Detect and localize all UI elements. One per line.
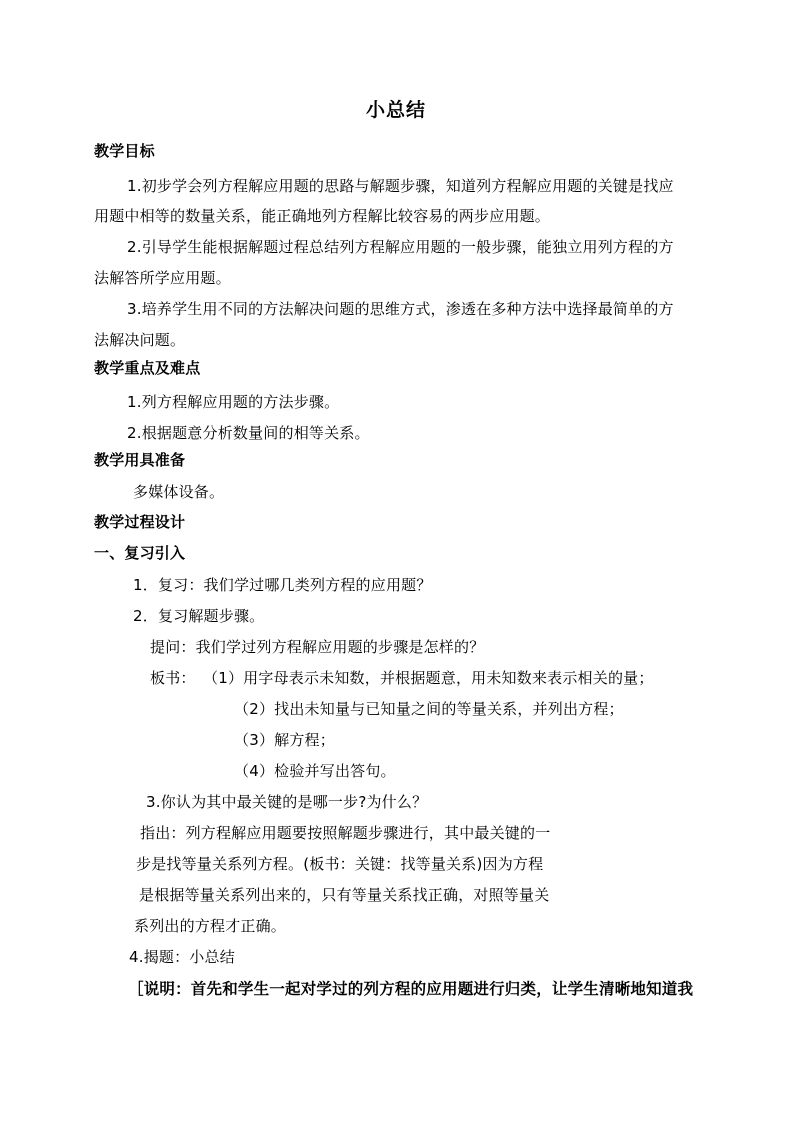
board-step-1: （1）用字母表示未知数，并根据题意，用未知数来表示相关的量；: [203, 669, 654, 687]
heading-key-points: 教学重点及难点: [94, 359, 201, 377]
tools-item: 多媒体设备。: [133, 483, 225, 501]
goal-3-line-2: 法解决问题。: [94, 331, 186, 349]
review-question: 提问：我们学过列方程解应用题的步骤是怎样的？: [150, 638, 485, 656]
review-item-2: 2．复习解题步骤。: [133, 607, 265, 625]
explanation-note: ［说明：首先和学生一起对学过的列方程的应用题进行归类，让学生清晰地知道我: [128, 980, 694, 998]
point-out-line-4: 系列出的方程才正确。: [134, 917, 287, 935]
heading-goals: 教学目标: [94, 142, 155, 160]
review-item-4: 4.揭题：小总结: [129, 948, 235, 966]
goal-2-line-2: 法解答所学应用题。: [94, 269, 231, 287]
point-out-line-3: 是根据等量关系列出来的，只有等量关系找正确，对照等量关: [139, 886, 550, 904]
board-step-3: （3）解方程；: [234, 731, 335, 749]
board-label: 板书：: [150, 669, 196, 687]
heading-tools: 教学用具准备: [94, 451, 186, 469]
review-item-3: 3.你认为其中最关键的是哪一步?为什么？: [146, 793, 428, 811]
point-out-line-2: 步是找等量关系列方程。(板书：关键：找等量关系)因为方程: [136, 855, 544, 873]
review-item-1: 1．复习：我们学过哪几类列方程的应用题？: [133, 576, 432, 594]
heading-process: 教学过程设计: [94, 513, 186, 531]
goal-3-line-1: 3.培养学生用不同的方法解决问题的思维方式，渗透在多种方法中选择最简单的方: [127, 300, 674, 318]
board-step-4: （4）检验并写出答句。: [234, 762, 396, 780]
goal-1-line-2: 用题中相等的数量关系，能正确地列方程解比较容易的两步应用题。: [94, 207, 551, 225]
key-point-2: 2.根据题意分析数量间的相等关系。: [127, 424, 370, 442]
goal-1-line-1: 1.初步学会列方程解应用题的思路与解题步骤，知道列方程解应用题的关键是找应: [127, 177, 674, 195]
page-title: 小总结: [366, 99, 427, 121]
key-point-1: 1.列方程解应用题的方法步骤。: [127, 393, 340, 411]
heading-section-1: 一、复习引入: [94, 544, 186, 562]
goal-2-line-1: 2.引导学生能根据解题过程总结列方程解应用题的一般步骤，能独立用列方程的方: [127, 238, 674, 256]
point-out-line-1: 指出：列方程解应用题要按照解题步骤进行，其中最关键的一: [140, 824, 551, 842]
board-step-2: （2）找出未知量与已知量之间的等量关系，并列出方程；: [234, 700, 624, 718]
